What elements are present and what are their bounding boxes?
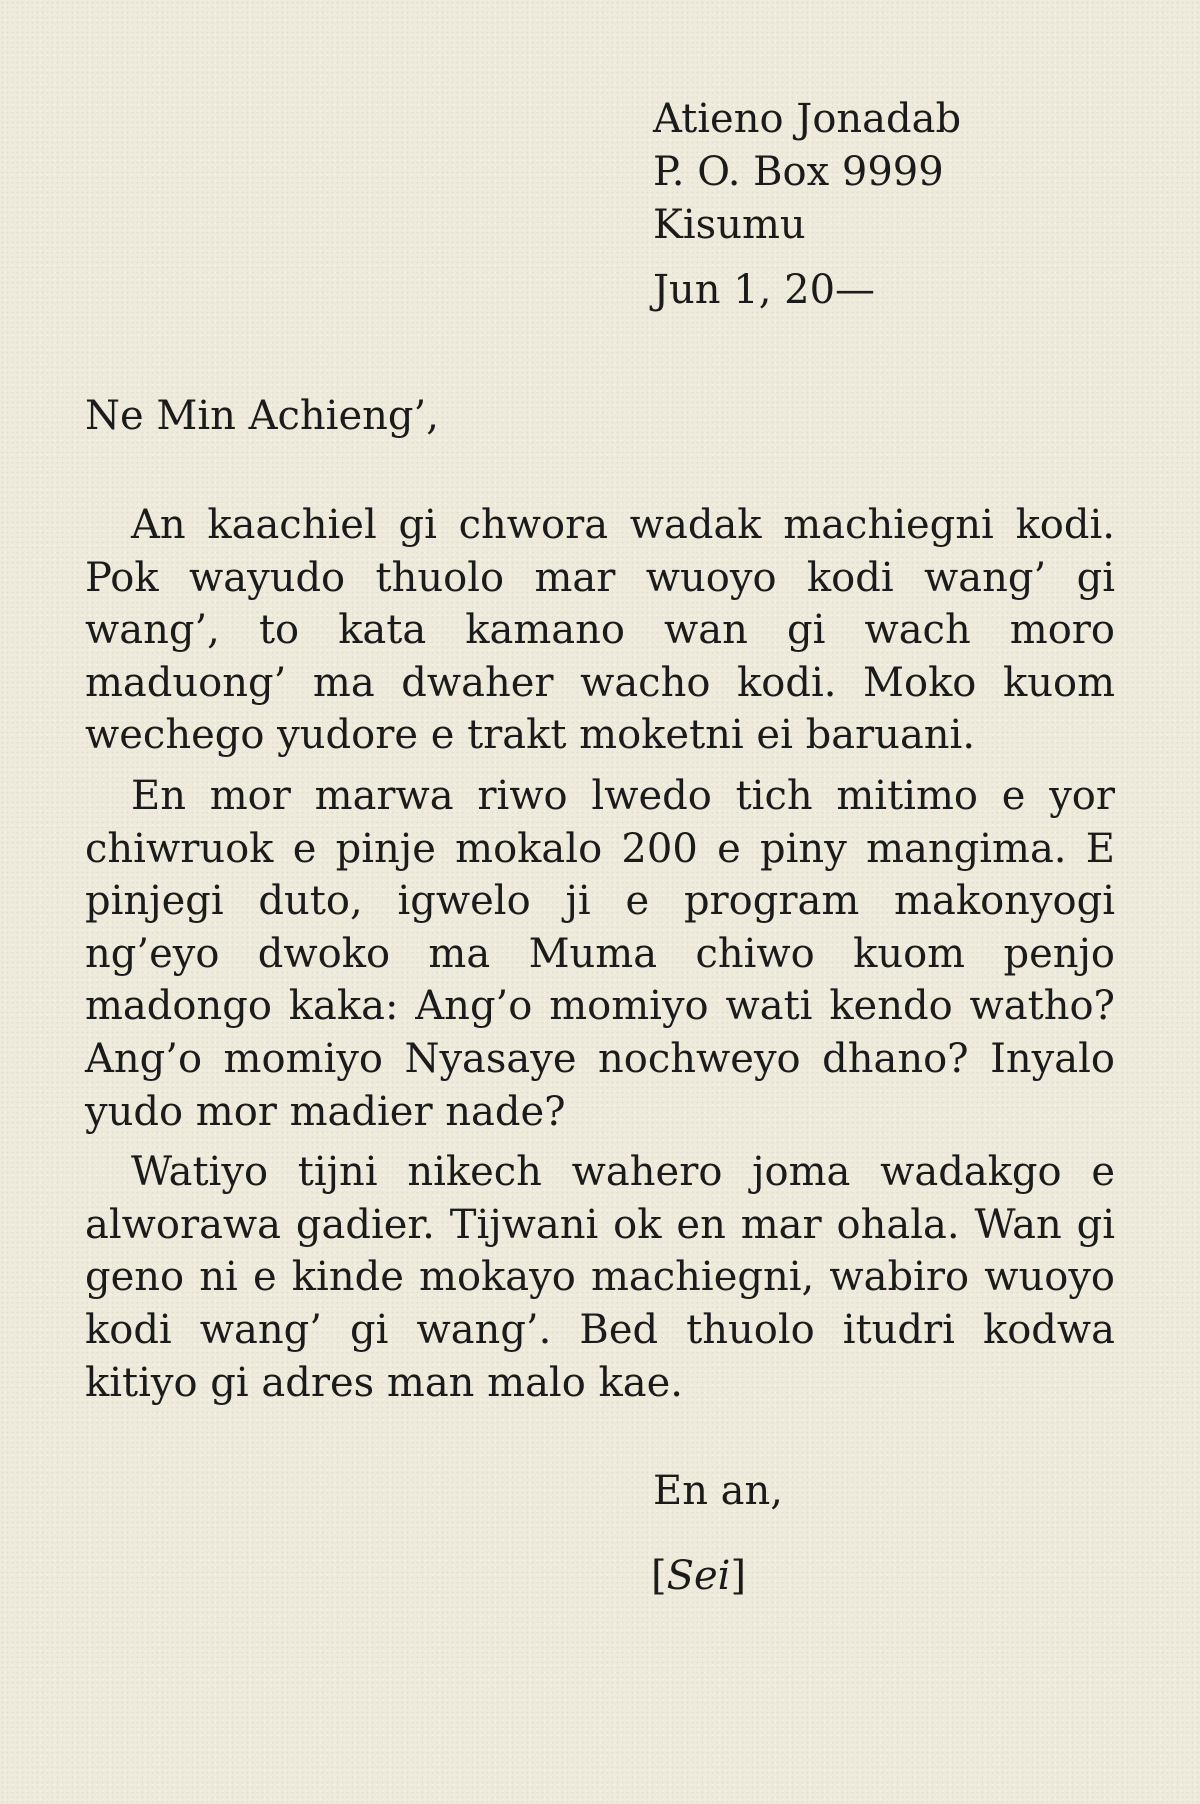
signature-open-bracket: [ xyxy=(651,1553,667,1599)
letter-date: Jun 1, 20— xyxy=(653,267,876,313)
salutation: Ne Min Achieng’, xyxy=(85,393,439,439)
sender-city: Kisumu xyxy=(653,202,806,248)
signature-placeholder xyxy=(651,1550,746,1603)
closing: En an, xyxy=(653,1468,783,1514)
sender-block xyxy=(653,93,961,317)
signature-text: Sei xyxy=(666,1553,731,1599)
body-paragraph: En mor marwa riwo lwedo tich mitimo e yor chiwruok e pinje mokalo 200 e piny mangima. E pinjegi duto, igwelo ji e program makonyogi ng’eyo dwoko ma Muma chiwo kuom penjo madongo kaka: Ang’o momiyo wati kendo watho? Ang’o momiyo Nyasaye nochweyo dhano? Inyalo yudo mor madier nade? xyxy=(85,772,1115,1135)
body-paragraph: Watiyo tijni nikech wahero joma wadakgo e alworawa gadier. Tijwani ok en mar ohala. Wan gi geno ni e kinde mokayo machiegni, wabiro wuoyo kodi wang’ gi wang’. Bed thuolo itudri kodwa kitiyo gi adres man malo kae. xyxy=(85,1149,1115,1406)
letter-body xyxy=(85,499,1115,1417)
signature-close-bracket: ] xyxy=(730,1553,747,1599)
body-paragraph: An kaachiel gi chwora wadak machiegni kodi. Pok wayudo thuolo mar wuoyo kodi wang’ gi wang’, to kata kamano wan gi wach moro maduong’ ma dwaher wacho kodi. Moko kuom wechego yudore e trakt moketni ei baruani. xyxy=(85,502,1115,759)
sender-name: Atieno Jonadab xyxy=(653,96,962,142)
sender-address: P. O. Box 9999 xyxy=(653,149,944,195)
